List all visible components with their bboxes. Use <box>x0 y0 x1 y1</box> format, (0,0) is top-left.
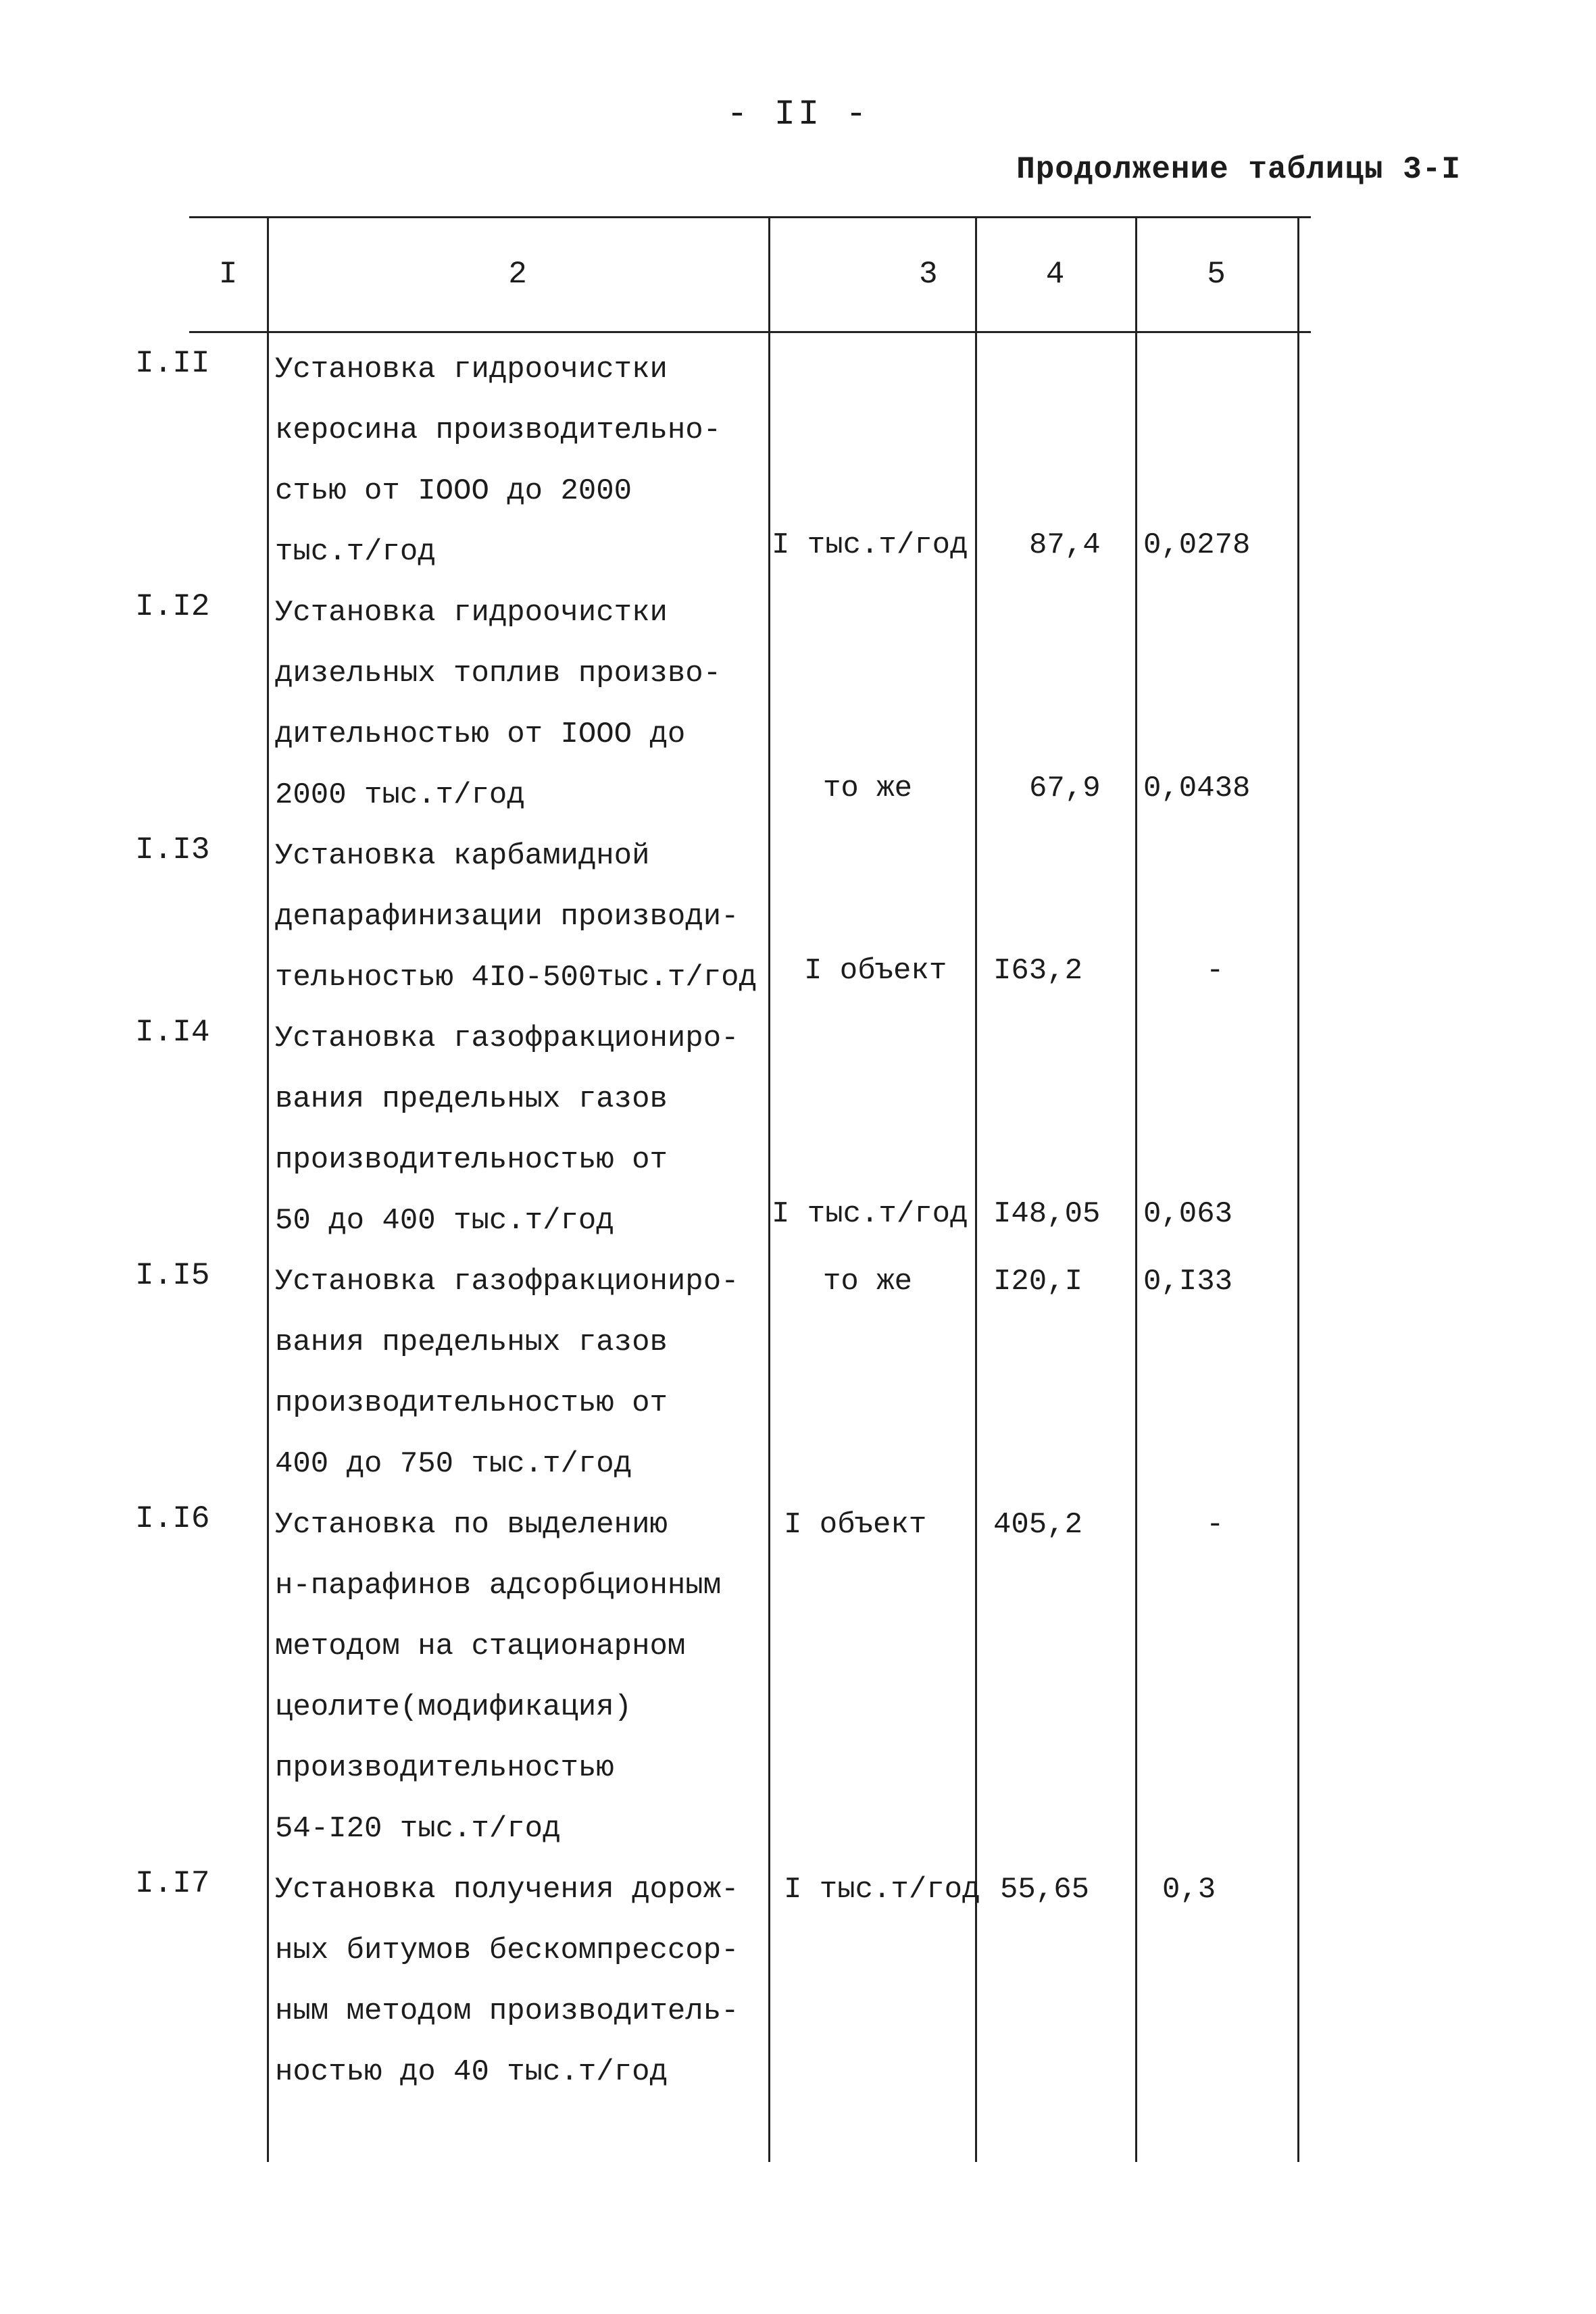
description-line: дительностью от IOOO до <box>275 718 686 751</box>
row-coefficient: 0,I33 <box>1143 1265 1233 1299</box>
description-line: вания предельных газов <box>275 1082 668 1116</box>
row-description <box>275 339 721 582</box>
row-value: I20,I <box>993 1265 1083 1299</box>
row-description <box>275 582 721 826</box>
row-description <box>275 1251 739 1494</box>
row-number: I.I5 <box>135 1258 210 1293</box>
norms-table <box>135 216 1311 2162</box>
row-unit: I объект <box>804 954 947 988</box>
description-line: Установка получения дорож- <box>275 1873 739 1907</box>
row-coefficient: 0,3 <box>1162 1873 1216 1907</box>
header-bottom-rule <box>189 331 1311 333</box>
column-divider-5 <box>1297 216 1299 2162</box>
column-header-5: 5 <box>1207 257 1226 292</box>
row-number: I.I6 <box>135 1501 210 1536</box>
description-line: методом на стационарном <box>275 1630 686 1663</box>
description-line: тельностью 4IO-500тыс.т/год <box>275 961 757 995</box>
column-header-1: I <box>218 257 238 292</box>
description-line: ным методом производитель- <box>275 1994 739 2028</box>
column-divider-2 <box>768 216 770 2162</box>
row-number: I.I7 <box>135 1866 210 1901</box>
description-line: стью от IOOO до 2000 <box>275 474 632 508</box>
row-description <box>275 1008 739 1251</box>
row-description <box>275 1859 739 2103</box>
row-value: I63,2 <box>993 954 1083 988</box>
description-line: производительностью <box>275 1751 614 1785</box>
row-number: I.I2 <box>135 589 210 624</box>
column-header-2: 2 <box>508 257 527 292</box>
row-unit: I объект <box>784 1508 927 1542</box>
description-line: 54-I20 тыс.т/год <box>275 1812 561 1846</box>
row-value: 87,4 <box>1029 528 1101 562</box>
description-line: Установка газофракциониро- <box>275 1022 739 1055</box>
row-coefficient: 0,063 <box>1143 1197 1233 1231</box>
row-value: I48,05 <box>993 1197 1101 1231</box>
description-line: Установка по выделению <box>275 1508 668 1542</box>
column-divider-3 <box>975 216 977 2162</box>
description-line: производительностью от <box>275 1386 668 1420</box>
row-value: 55,65 <box>1000 1873 1090 1907</box>
description-line: депарафинизации производи- <box>275 900 739 934</box>
row-unit: I тыс.т/год <box>772 528 968 562</box>
description-line: 2000 тыс.т/год <box>275 778 525 812</box>
description-line: вания предельных газов <box>275 1326 668 1359</box>
row-number: I.I4 <box>135 1015 210 1050</box>
table-top-rule <box>189 216 1311 218</box>
row-description <box>275 826 757 1008</box>
row-coefficient: 0,0438 <box>1143 772 1251 805</box>
description-line: 400 до 750 тыс.т/год <box>275 1447 632 1481</box>
row-coefficient: 0,0278 <box>1143 528 1251 562</box>
column-divider-4 <box>1135 216 1137 2162</box>
description-line: цеолите(модификация) <box>275 1690 632 1724</box>
description-line: Установка газофракциониро- <box>275 1265 739 1299</box>
column-header-3: 3 <box>919 257 938 292</box>
row-number: I.I3 <box>135 832 210 867</box>
row-value: 405,2 <box>993 1508 1083 1542</box>
row-number: I.II <box>135 346 210 381</box>
description-line: Установка карбамидной <box>275 839 650 873</box>
row-unit: то же <box>823 1265 913 1299</box>
description-line: дизельных топлив произво- <box>275 657 722 690</box>
row-unit: то же <box>823 772 913 805</box>
row-unit: I тыс.т/год <box>784 1873 980 1907</box>
row-coefficient: - <box>1206 954 1224 988</box>
page-number: - II - <box>726 95 870 134</box>
row-coefficient: - <box>1206 1508 1224 1542</box>
row-value: 67,9 <box>1029 772 1101 805</box>
row-unit: I тыс.т/год <box>772 1197 968 1231</box>
description-line: ных битумов бескомпрессор- <box>275 1934 739 1967</box>
column-divider-1 <box>267 216 269 2162</box>
description-line: ностью до 40 тыс.т/год <box>275 2055 668 2089</box>
column-header-4: 4 <box>1045 257 1065 292</box>
description-line: Установка гидроочистки <box>275 353 668 386</box>
row-description <box>275 1494 721 1859</box>
description-line: керосина производительно- <box>275 413 722 447</box>
description-line: Установка гидроочистки <box>275 596 668 630</box>
table-continuation-label: Продолжение таблицы 3-I <box>1016 152 1461 187</box>
description-line: 50 до 400 тыс.т/год <box>275 1204 614 1238</box>
description-line: производительностью от <box>275 1143 668 1177</box>
description-line: н-парафинов адсорбционным <box>275 1569 722 1603</box>
description-line: тыс.т/год <box>275 535 436 569</box>
